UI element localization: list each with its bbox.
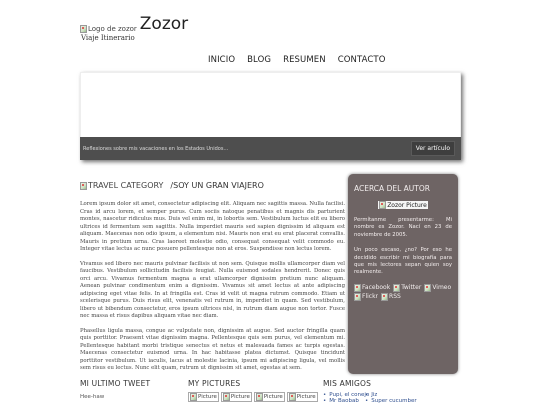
nav-contacto[interactable]: CONTACTO	[337, 55, 386, 65]
site-logo[interactable]	[80, 16, 188, 33]
banner-caption: Reflexiones sobre mis vacaciones en los Estados Unidos…	[83, 145, 229, 152]
featured-banner	[80, 72, 461, 160]
banner-caption-bar	[80, 137, 461, 160]
author-picture-alt: Zozor Picture	[387, 201, 427, 209]
category-image	[80, 181, 163, 190]
pictures-heading: MY PICTURES	[188, 379, 241, 388]
tweet-text: Hee-haw	[80, 394, 105, 400]
picture-alt: Picture	[263, 394, 283, 400]
tweet-heading: MI ULTIMO TWEET	[80, 379, 151, 388]
facebook-icon	[354, 284, 361, 292]
friend-link[interactable]: • Jiz	[365, 392, 405, 398]
read-article-button[interactable]: Ver artículo	[411, 141, 455, 156]
broken-image-icon	[223, 393, 230, 401]
rss-icon	[381, 293, 388, 301]
rss-alt: RSS	[389, 293, 401, 301]
latest-tweet-section	[80, 379, 150, 400]
about-heading: ACERCA DEL AUTOR	[354, 184, 430, 193]
picture-thumbnail[interactable]	[254, 392, 285, 402]
logo-alt-text: Logo de zozor	[88, 25, 137, 33]
site-tagline: Viaje Itinerario	[81, 34, 135, 42]
vimeo-icon	[424, 284, 431, 292]
friend-link[interactable]: • Super cucumber	[365, 398, 405, 404]
picture-alt: Picture	[296, 394, 316, 400]
broken-image-icon	[379, 201, 386, 209]
social-links	[354, 284, 452, 301]
friend-link[interactable]: • Mr Baobab	[323, 398, 363, 404]
nav-resumen[interactable]: RESUMEN	[283, 55, 326, 65]
about-paragraph: Un poco escaso, ¿no? Por eso he decidido escribir mi biografía para que mis lectores sepan quien soy realmente.	[354, 247, 452, 276]
broken-image-icon	[256, 393, 263, 401]
article-title-row	[80, 181, 345, 190]
flickr-icon	[354, 293, 361, 301]
vimeo-alt: Vimeo	[432, 284, 452, 292]
nav-inicio[interactable]: INICIO	[208, 55, 236, 65]
twitter-alt: Twitter	[401, 284, 422, 292]
logo-image	[80, 25, 137, 33]
rss-link[interactable]	[381, 293, 401, 301]
picture-alt: Picture	[198, 394, 217, 400]
vimeo-link[interactable]	[424, 284, 451, 292]
pictures-section	[188, 379, 318, 402]
picture-thumbnail[interactable]	[188, 392, 219, 402]
about-paragraph: Permítanme presentarme: Mi nombre es Zozor. Nací en 23 de noviembre de 2005.	[354, 217, 452, 238]
flickr-alt: Flickr	[362, 293, 379, 301]
author-picture	[354, 201, 452, 209]
category-alt-text: TRAVEL CATEGORY	[88, 181, 164, 190]
article-paragraph: Lorem ipsum dolor sit amet, consectetur adipiscing elit. Aliquam nec sagittis massa. Nulla facilisi. Cras id arcu lorem, et semper purus. Cum sociis natoque penatibus et magnis dis parturient montes, nascetur ridiculus mus. Duis vel enim mi, in lobortis sem. Vestibulum luctus elit eu libero ultrices id fermentum sem sagittis. Nulla imperdiet mauris sed sapien dignissim id aliquam est aliquam. Maecenas non odio ipsum, a elementum nisi. Mauris non erat eu erat placerat convallis. Mauris in pretium urna. Cras laoreet molestie odio, consequat consequat velit commodo eu. Integer vitae lectus ac nunc posuere pellentesque non at eros. Suspendisse non lectus lorem.	[80, 201, 345, 253]
article-paragraph: Phasellus ligula massa, congue ac vulputate non, dignissim at augue. Sed auctor fringilla quam quis porttitor. Praesent vitae dignissim magna. Pellentesque quis sem purus, vel elementum mi. Pellentesque habitant morbi tristique senectus et netus et malesuada fames ac turpis egestas. Maecenas consectetur euismod urna. In hac habitasse platea dictumst. Quisque tincidunt porttitor vestibulum. Ut iaculis, lacus at molestie lacinia, ipsum mi adipiscing ligula, vel mollis sem risus eu lectus. Nunc elit quam, rutrum ut dignissim sit amet, egestas at sem.	[80, 327, 345, 372]
author-picture-image	[378, 201, 428, 209]
friends-list	[323, 392, 417, 404]
article-paragraph: Vivamus sed libero nec mauris pulvinar facilisis ut non sem. Quisque mollis ullamcorper diam vel faucibus. Vestibulum sollicitudin facilisis feugiat. Nulla euismod sodales hendrerit. Donec quis orci arcu. Vivamus fermentum magna a erat ullamcorper dignissim pretium nunc aliquam. Aenean pulvinar condimentum enim a dignissim. Vivamus sit amet lectus at ante adipiscing adipiscing eget vitae felis. In at fringilla est. Cras id velit ut magna rutrum commodo. Etiam ut scelerisque purus. Duis risus elit, venenatis vel rutrum in, imperdiet in quam. Sed vestibulum, libero ut bibendum consectetur, eros ipsum ultrices nisl, in rutrum diam augue non tortor. Fusce nec massa et risus dapibus aliquam vitae nec diam.	[80, 260, 345, 320]
twitter-icon	[393, 284, 400, 292]
picture-alt: Picture	[230, 394, 250, 400]
broken-image-icon	[80, 182, 87, 190]
friends-section	[323, 379, 417, 404]
friends-heading: MIS AMIGOS	[323, 379, 372, 388]
article	[80, 181, 345, 373]
picture-thumbnails	[188, 392, 318, 402]
broken-image-icon	[289, 393, 296, 401]
picture-thumbnail[interactable]	[221, 392, 252, 402]
twitter-link[interactable]	[393, 284, 421, 292]
flickr-link[interactable]	[354, 293, 378, 301]
picture-thumbnail[interactable]	[287, 392, 318, 402]
main-nav	[208, 55, 386, 65]
broken-image-icon	[190, 393, 197, 401]
facebook-alt: Facebook	[362, 284, 391, 292]
nav-blog[interactable]: BLOG	[247, 55, 272, 65]
friend-link[interactable]: • Pupi, el conejo	[323, 392, 363, 398]
article-title: /SOY UN GRAN VIAJERO	[170, 181, 264, 190]
broken-image-icon	[80, 25, 87, 33]
brand-name: Zozor	[139, 14, 189, 34]
about-author-panel	[348, 174, 458, 374]
facebook-link[interactable]	[354, 284, 390, 292]
